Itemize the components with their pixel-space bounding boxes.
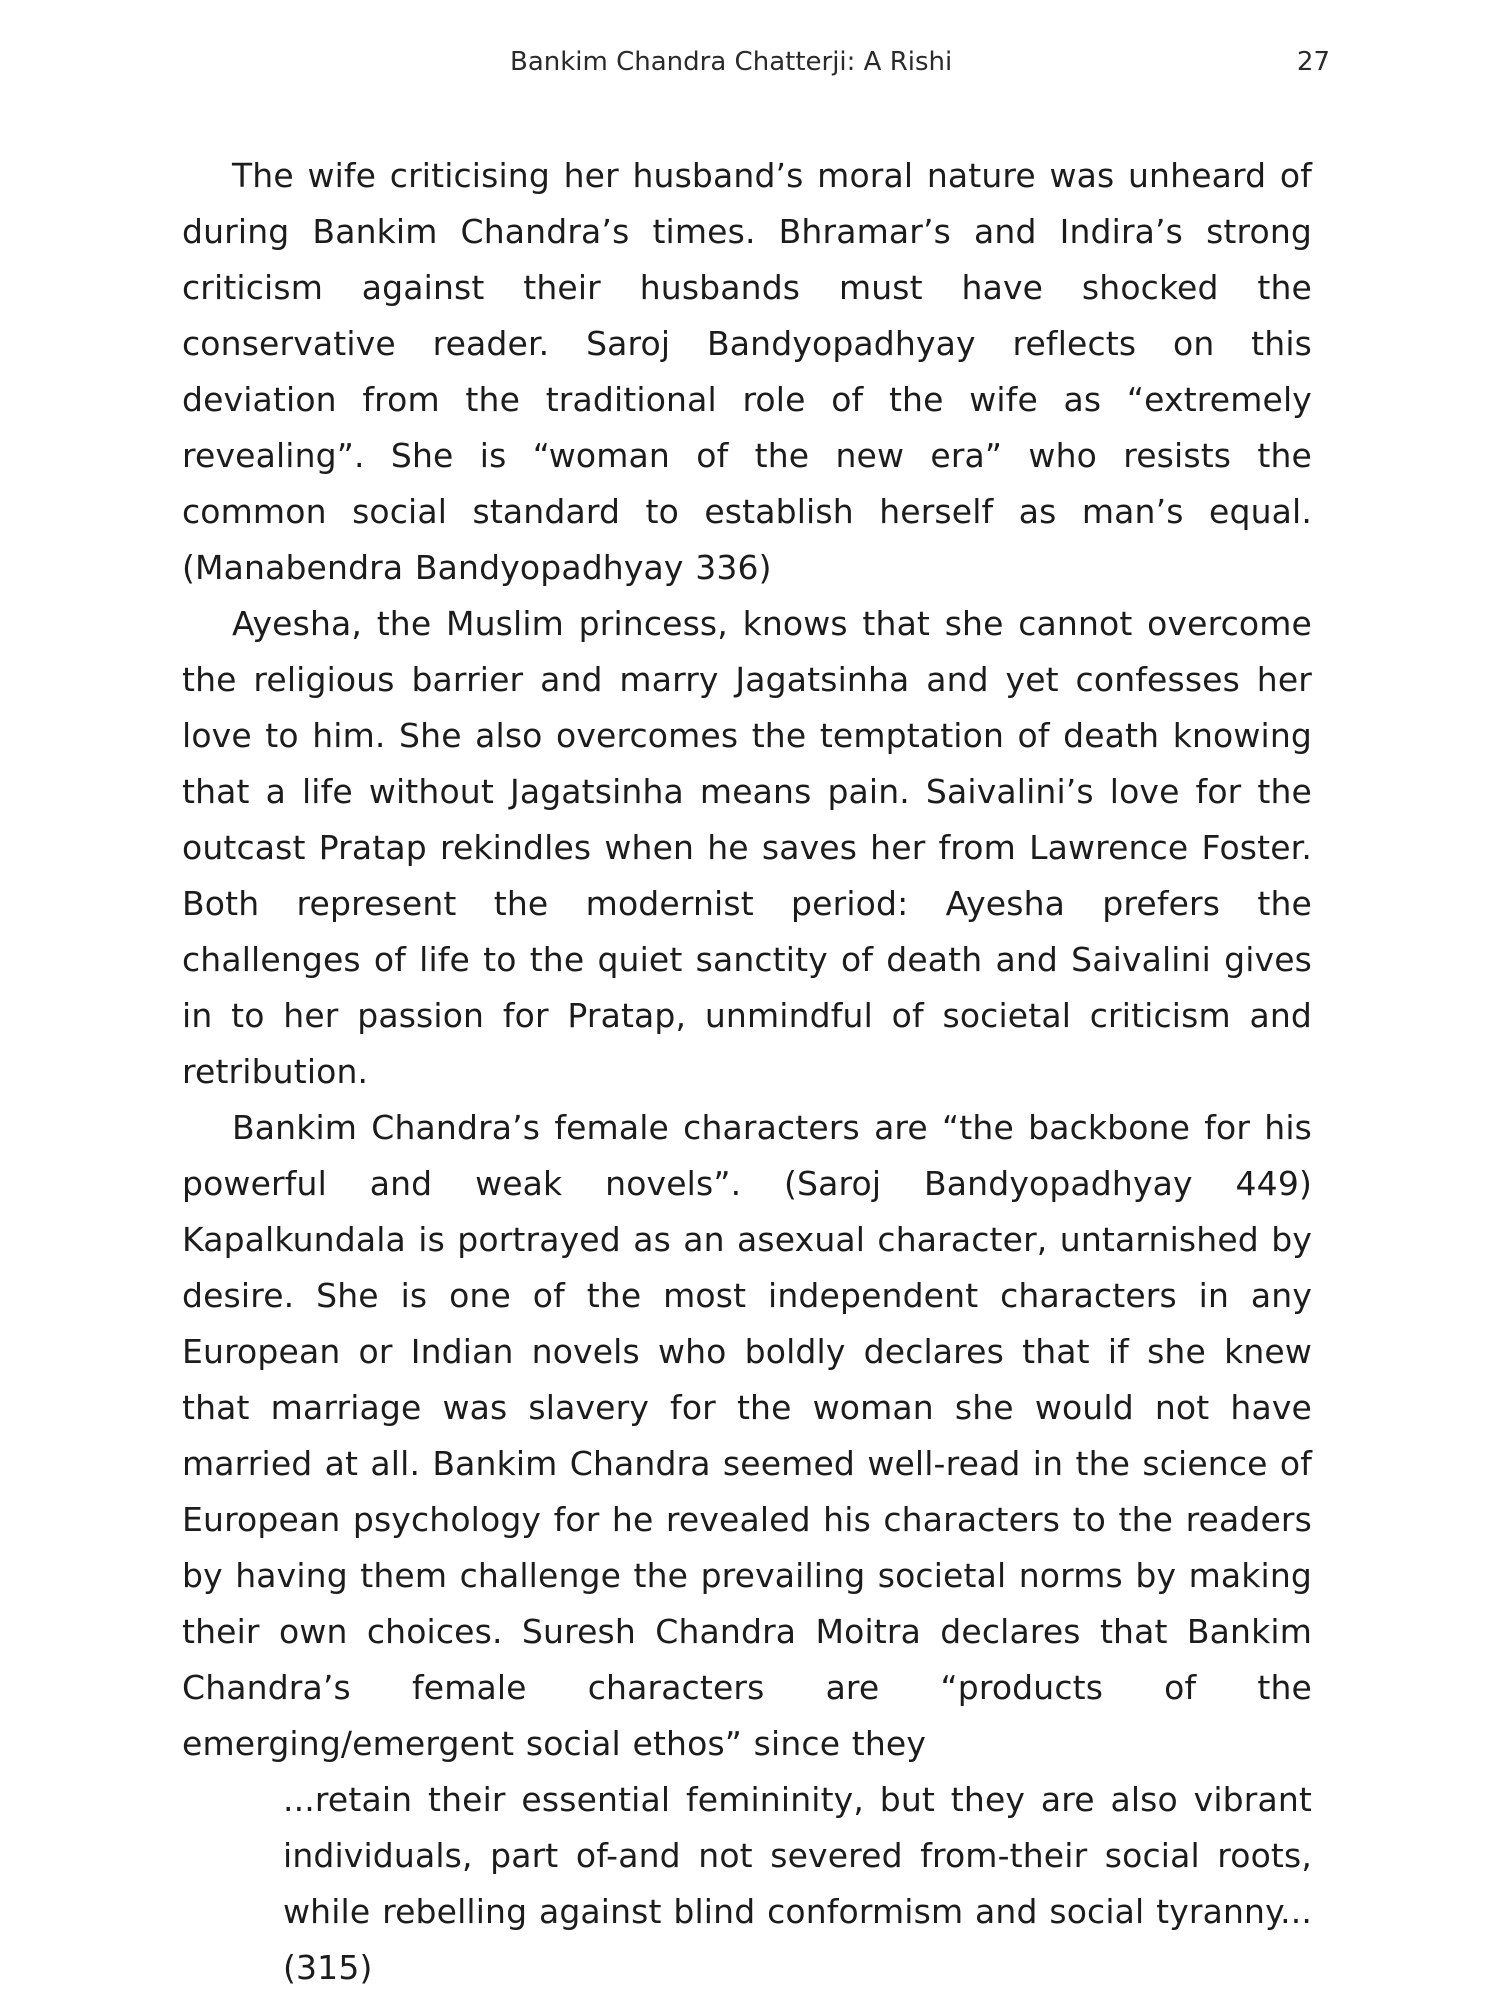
paragraph-wife-criticism: The wife criticising her husband’s moral nature was unheard of during Bankim Chandra’s times. Bhramar’s and Indira’s strong criticism against their husbands must have shocked the conservative reader. Saroj Bandyopadhyay reflects on this deviation from the traditional role of the wife as “extremely revealing”. She is “woman of the new era” who resists the common social standard to establish herself as man’s equal. (Manabendra Bandyopadhyay 336) [182, 156, 1312, 587]
running-head-title: Bankim Chandra Chatterji: A Rishi [510, 47, 953, 77]
body-text [182, 148, 1312, 1996]
paragraph-ayesha-saivalini: Ayesha, the Muslim princess, knows that she cannot overcome the religious barrier and marry Jagatsinha and yet confesses her love to him. She also overcomes the temptation of death knowing that a life without Jagatsinha means pain. Saivalini’s love for the outcast Pratap rekindles when he saves her from Lawrence Foster. Both represent the modernist period: Ayesha prefers the challenges of life to the quiet sanctity of death and Saivalini gives in to her passion for Pratap, unmindful of societal criticism and retribution. [182, 604, 1312, 1091]
page-number: 27 [1296, 47, 1330, 77]
block-quote: ...retain their essential femininity, but they are also vibrant individuals, part of-and not severed from-their social roots, while rebelling against blind conformism and social tyranny... (315) [283, 1780, 1312, 1987]
paragraph-female-characters: Bankim Chandra’s female characters are “the backbone for his powerful and weak novels”. (Saroj Bandyopadhyay 449) Kapalkundala is portrayed as an asexual character, untarnished by desire. She is one of the most independent characters in any European or Indian novels who boldly declares that if she knew that marriage was slavery for the woman she would not have married at all. Bankim Chandra seemed well-read in the science of European psychology for he revealed his characters to the readers by having them challenge the prevailing societal norms by making their own choices. Suresh Chandra Moitra declares that Bankim Chandra’s female characters are “products of the emerging/emergent social ethos” since they [182, 1108, 1312, 1763]
